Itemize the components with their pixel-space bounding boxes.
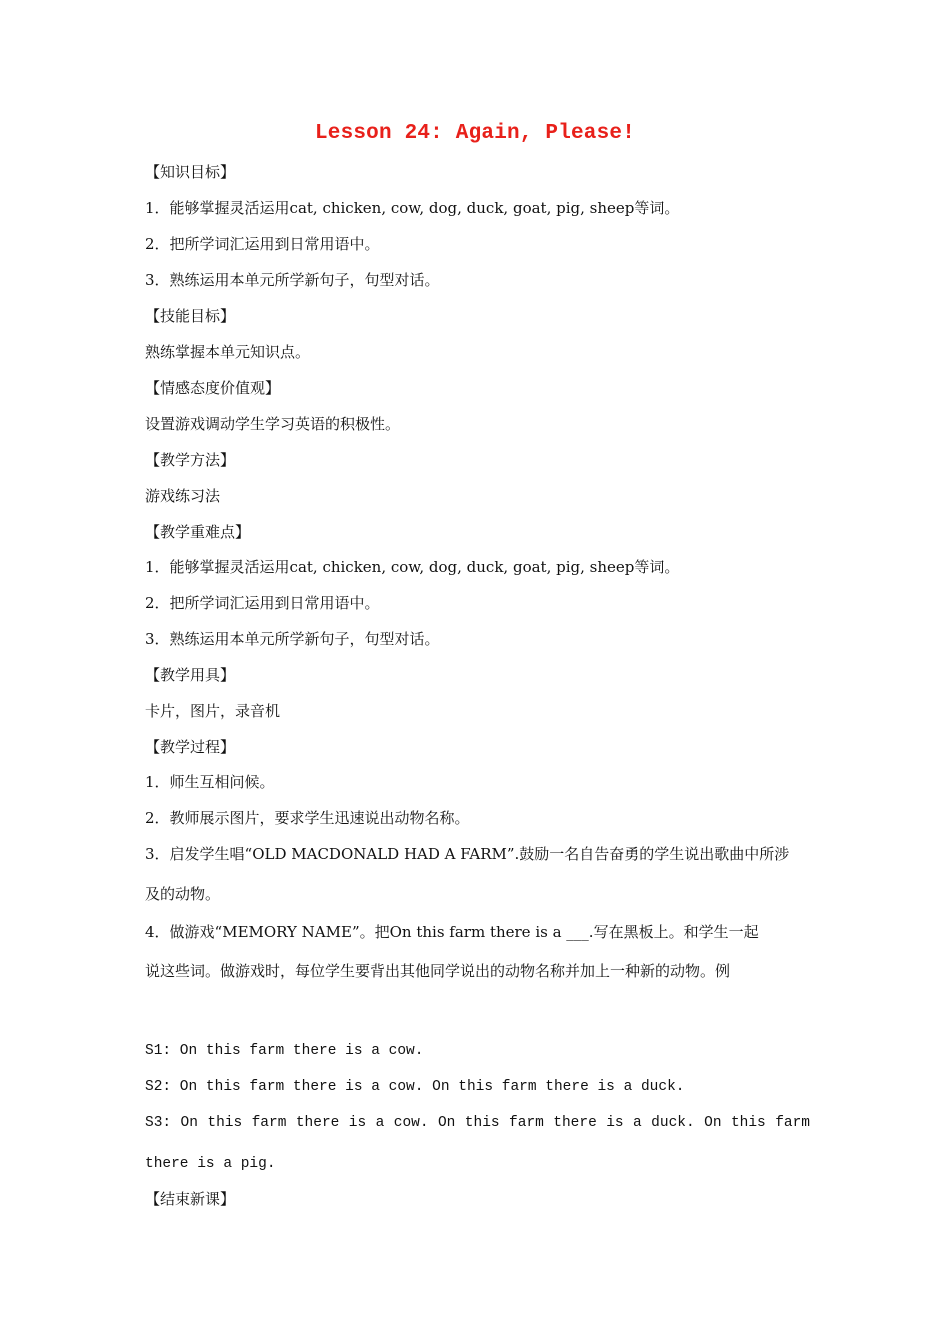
method-item-1: 游戏练习法 — [145, 487, 221, 505]
key-item-1: 1．能够掌握灵活运用cat, chicken, cow, dog, duck, goat, pig, sheep等词。 — [145, 558, 680, 576]
lesson-title: Lesson 24: Again, Please! — [314, 122, 636, 145]
process-item-2: 2．教师展示图片，要求学生迅速说出动物名称。 — [145, 809, 470, 827]
process-item-4-line2: 说这些词。做游戏时，每位学生要背出其他同学说出的动物名称并加上一种新的动物。例 — [145, 962, 731, 980]
skill-heading: 【技能目标】 — [145, 307, 236, 325]
end-heading: 【结束新课】 — [145, 1190, 236, 1208]
emotion-heading: 【情感态度价值观】 — [145, 379, 281, 397]
method-heading: 【教学方法】 — [145, 451, 236, 469]
dialogue-s1: S1: On this farm there is a cow. — [145, 1043, 424, 1059]
process-item-4-line1: 4．做游戏“MEMORY NAME”。把On this farm there is a ___.写在黑板上。和学生一起 — [145, 923, 759, 941]
knowledge-item-1: 1．能够掌握灵活运用cat, chicken, cow, dog, duck, goat, pig, sheep等词。 — [145, 199, 680, 217]
dialogue-s2: S2: On this farm there is a cow. On this farm there is a duck. — [145, 1079, 685, 1095]
knowledge-item-2: 2．把所学词汇运用到日常用语中。 — [145, 235, 380, 253]
key-item-2: 2．把所学词汇运用到日常用语中。 — [145, 594, 380, 612]
skill-item-1: 熟练掌握本单元知识点。 — [145, 343, 311, 361]
process-item-1: 1．师生互相问候。 — [145, 773, 275, 791]
knowledge-item-3: 3．熟练运用本单元所学新句子，句型对话。 — [145, 271, 440, 289]
dialogue-s3-line2: there is a pig. — [145, 1156, 276, 1172]
process-heading: 【教学过程】 — [145, 738, 236, 756]
dialogue-s3-line1: S3: On this farm there is a cow. On this farm there is a duck. On this farm — [145, 1115, 810, 1131]
tools-heading: 【教学用具】 — [145, 666, 236, 684]
key-item-3: 3．熟练运用本单元所学新句子，句型对话。 — [145, 630, 440, 648]
tools-item-1: 卡片，图片，录音机 — [145, 702, 281, 720]
key-heading: 【教学重难点】 — [145, 523, 251, 541]
process-item-3-line2: 及的动物。 — [145, 885, 221, 903]
knowledge-heading: 【知识目标】 — [145, 163, 236, 181]
process-item-3-line1: 3．启发学生唱“OLD MACDONALD HAD A FARM”.鼓励一名自告奋勇的学生说出歌曲中所涉 — [145, 845, 790, 863]
emotion-item-1: 设置游戏调动学生学习英语的积极性。 — [145, 415, 401, 433]
